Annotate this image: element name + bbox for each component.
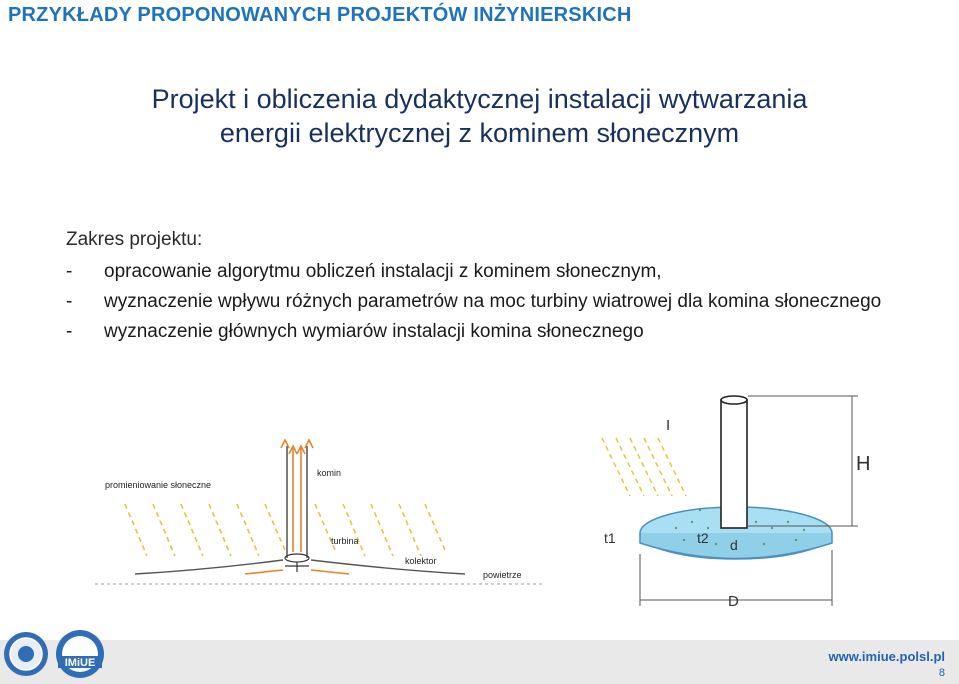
list-item (66, 319, 926, 345)
label-collector: kolektor (405, 556, 437, 566)
chimney-walls (287, 446, 307, 558)
label-t1: t1 (604, 530, 616, 546)
page-number: 8 (938, 667, 945, 679)
chimney-cylinder (721, 396, 747, 528)
page-heading: PRZYKŁADY PROPONOWANYCH PROJEKTÓW INŻYNIERSKICH (8, 4, 632, 26)
sun-rays (125, 504, 445, 556)
imiue-logo (52, 628, 108, 682)
label-d: d (730, 537, 738, 553)
sun-rays (602, 438, 686, 496)
collector-dimension-drawing (596, 388, 896, 620)
scope-list (66, 259, 926, 349)
turbine-icon (285, 554, 309, 572)
list-item-text: wyznaczenie głównych wymiarów instalacji komina słonecznego (104, 321, 644, 342)
label-radiation: promieniowanie słoneczne (105, 480, 212, 490)
list-item (66, 259, 926, 285)
label-turbine: turbina (331, 536, 359, 546)
label-air: powietrze (483, 570, 522, 580)
solar-chimney-schematic (95, 432, 545, 602)
list-dash: - (66, 291, 73, 312)
dimension-lines (640, 396, 858, 606)
website-link[interactable]: www.imiue.polsl.pl (828, 649, 945, 664)
label-t2: t2 (697, 530, 709, 546)
label-D: D (728, 593, 739, 610)
project-title (0, 82, 959, 150)
university-seal-logo (2, 626, 50, 682)
list-dash: - (66, 261, 73, 282)
label-chimney: komin (317, 468, 342, 478)
project-title-line-1: Projekt i obliczenia dydaktycznej instalacji wytwarzania (151, 84, 808, 114)
list-dash: - (66, 321, 73, 342)
list-item (66, 289, 926, 315)
project-title-line-2: energii elektrycznej z kominem słonecznym (219, 118, 740, 148)
label-I: I (666, 417, 671, 434)
logo-text: IMiUE (64, 657, 96, 669)
scope-label: Zakres projektu: (66, 229, 203, 250)
label-H: H (856, 453, 871, 475)
list-item-text: opracowanie algorytmu obliczeń instalacji z kominem słonecznym, (104, 261, 662, 282)
footer-band (0, 640, 959, 684)
list-item-text: wyznaczenie wpływu różnych parametrów na moc turbiny wiatrowej dla komina słonecznego (104, 291, 882, 312)
